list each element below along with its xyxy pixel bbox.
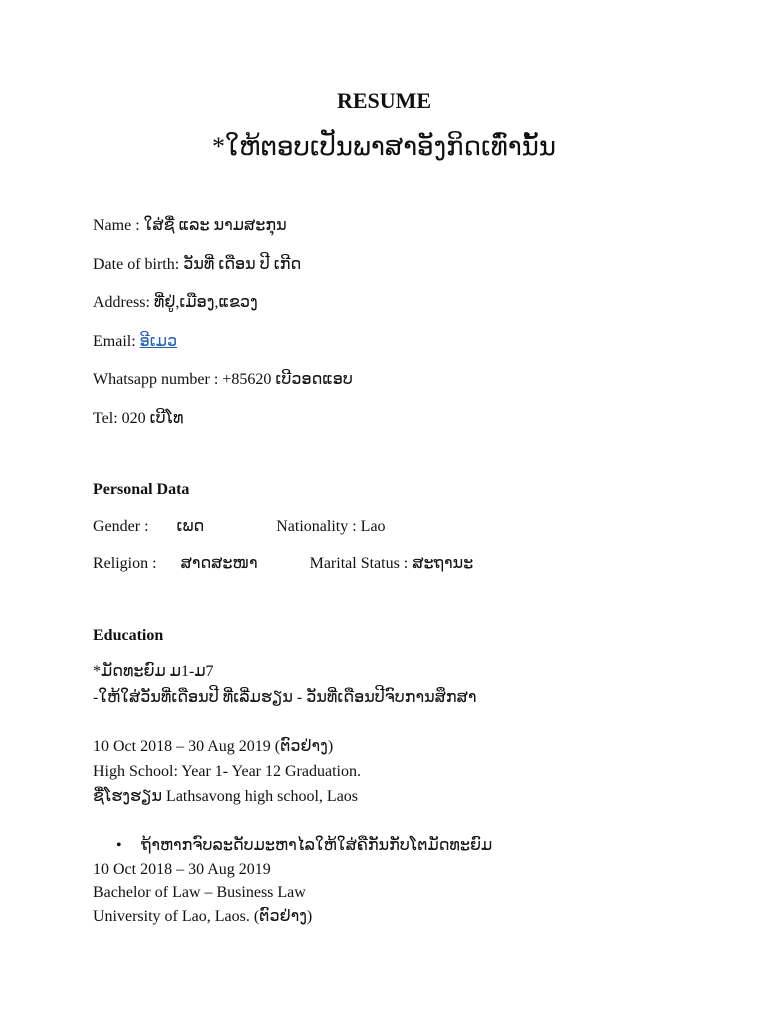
name-line — [93, 216, 287, 236]
education-entry-2-university: University of Lao, Laos. (ຕົວຢ່າງ) — [93, 908, 313, 925]
email-line — [93, 332, 177, 352]
name-label: Name : — [93, 217, 140, 234]
tel-label: Tel: — [93, 410, 118, 427]
education-heading: Education — [93, 627, 164, 644]
email-link[interactable]: ອີເມວ — [139, 333, 178, 350]
whatsapp-value: +85620 ເບີວອດແອບ — [222, 371, 353, 388]
address-value: ທີ່ຢູ່,ເມືອງ,ແຂວງ — [153, 294, 258, 311]
school-name-prefix: ຊື່ໂຮງຮຽນ — [93, 788, 163, 805]
whatsapp-label: Whatsapp number : — [93, 371, 219, 388]
address-line — [93, 293, 258, 313]
nationality-label: Nationality : — [276, 518, 357, 535]
gender-label: Gender : — [93, 518, 149, 535]
religion-marital-line — [93, 554, 473, 574]
document-subtitle: *ໃຫ້ຕອບເປັນພາສາອັງກິດເທົ່ານັ້ນ — [211, 132, 557, 161]
dob-line — [93, 255, 301, 275]
school-name-value: Lathsavong high school, Laos — [166, 788, 359, 805]
religion-label: Religion : — [93, 555, 157, 572]
marital-status-value: ສະຖານະ — [412, 555, 474, 572]
nationality-value: Lao — [360, 518, 386, 535]
education-bullet-note: ຖ້າຫາກຈົບລະດັບມະຫາໄລໃຫ້ໃສ່ຄືກັນກັບໂຕມັດທະຍົມ — [141, 837, 493, 854]
religion-value: ສາດສະໜາ — [180, 555, 258, 572]
email-label: Email: — [93, 333, 136, 350]
personal-data-heading: Personal Data — [93, 481, 190, 498]
name-value: ໃສ່ຊື່ ແລະ ນາມສະກຸນ — [143, 217, 287, 234]
gender-value: ເພດ — [176, 518, 205, 535]
education-note-1: *ມັດທະຍົມ ມ1-ມ7 — [93, 663, 214, 680]
dob-label: Date of birth: — [93, 256, 180, 273]
dob-value: ວັນທີ່ ເດືອນ ປີ ເກີດ — [183, 256, 302, 273]
tel-line — [93, 409, 184, 429]
education-entry-1-dates: 10 Oct 2018 – 30 Aug 2019 (ຕົວຢ່າງ) — [93, 738, 334, 755]
education-entry-2-degree: Bachelor of Law – Business Law — [93, 884, 306, 901]
education-note-2: -ໃຫ້ໃສ່ວັນທີ່ເດືອນປີ ທີ່ເລີ່ມຮຽນ - ວັນທີ່ເດືອນປີຈົບການສຶກສາ — [93, 689, 477, 706]
education-entry-2-dates: 10 Oct 2018 – 30 Aug 2019 — [93, 861, 271, 878]
whatsapp-line — [93, 370, 353, 390]
document-title: RESUME — [336, 88, 432, 113]
education-entry-1-school-name — [93, 787, 358, 807]
education-entry-1-school-level: High School: Year 1- Year 12 Graduation. — [93, 763, 361, 780]
tel-value: 020 ເບີໂທ — [121, 410, 184, 427]
marital-status-label: Marital Status : — [309, 555, 409, 572]
address-label: Address: — [93, 294, 150, 311]
gender-nationality-line — [93, 517, 386, 537]
bullet-icon: • — [116, 837, 122, 854]
